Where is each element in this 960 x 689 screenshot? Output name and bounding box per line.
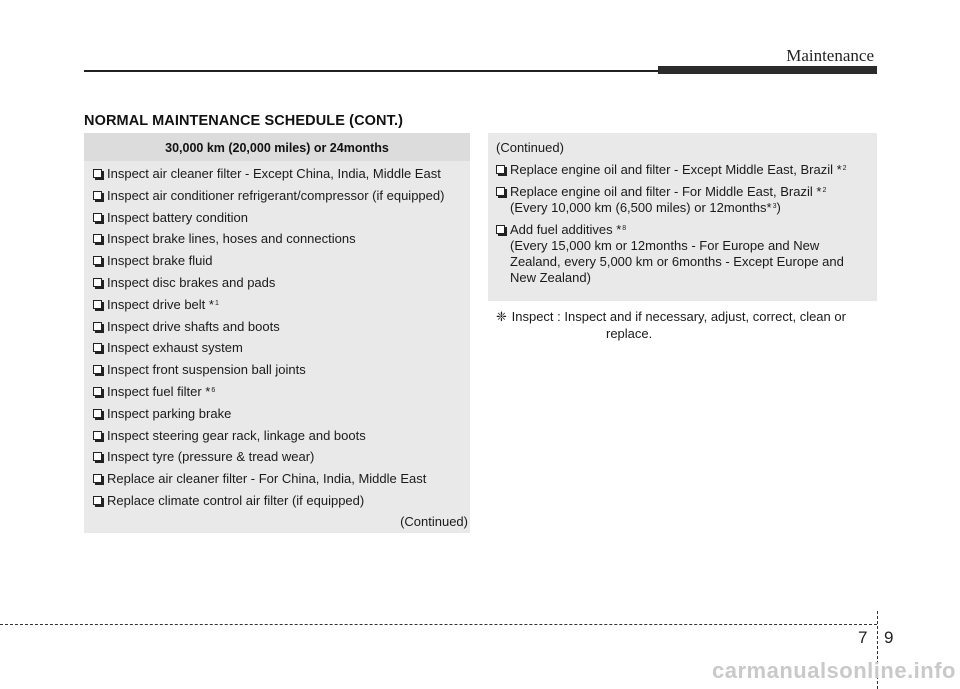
footnote-marker: 3 <box>772 203 777 210</box>
checkbox-icon <box>93 409 102 418</box>
checkbox-icon <box>93 474 102 483</box>
checkbox-icon <box>93 365 102 374</box>
item-text: Inspect parking brake <box>107 405 232 421</box>
item-text: Inspect brake fluid <box>107 253 213 269</box>
item-text: Inspect front suspension ball joints <box>107 362 306 378</box>
note-text: Inspect : Inspect and if necessary, adjust, correct, clean or <box>511 309 846 324</box>
note-symbol-icon: ❈ <box>496 309 507 324</box>
interval-heading: 30,000 km (20,000 miles) or 24months <box>84 133 470 161</box>
footer-rule <box>0 624 877 625</box>
footnote-marker: 6 <box>211 386 216 394</box>
item-text: Inspect steering gear rack, linkage and boots <box>107 427 366 443</box>
page-number: 9 <box>884 628 894 647</box>
list-item <box>496 184 869 216</box>
list-item <box>93 319 470 341</box>
item-subtext: (Every 15,000 km or 12months - For Europe and New <box>510 238 820 253</box>
checkbox-icon <box>93 322 102 331</box>
watermark: carmanualsonline.info <box>712 658 956 683</box>
footnote-marker: 2 <box>842 165 847 172</box>
note-text-continued: replace. <box>606 325 653 341</box>
list-item <box>93 362 470 384</box>
schedule-table-right <box>488 133 877 301</box>
checkbox-icon <box>93 452 102 461</box>
item-text: Inspect brake lines, hoses and connections <box>107 231 356 247</box>
checkbox-icon <box>93 234 102 243</box>
list-item <box>93 231 470 253</box>
list-item <box>93 428 470 450</box>
header-bar <box>658 66 877 74</box>
list-item <box>93 297 470 319</box>
footnote-marker: 8 <box>622 225 627 232</box>
checklist-right <box>496 162 869 286</box>
item-text: Inspect drive shafts and boots <box>107 318 280 334</box>
item-text: Replace engine oil and filter - Except Middle East, Brazil * <box>510 162 842 177</box>
checkbox-icon <box>93 278 102 287</box>
list-item <box>93 210 470 232</box>
checkbox-icon <box>93 213 102 222</box>
list-item <box>93 406 470 428</box>
list-item <box>496 162 869 178</box>
item-text: Inspect tyre (pressure & tread wear) <box>107 449 315 465</box>
checkbox-icon <box>93 431 102 440</box>
item-text: Replace air cleaner filter - For China, India, Middle East <box>107 471 427 487</box>
checkbox-icon <box>496 225 505 234</box>
checklist-left <box>84 161 470 515</box>
list-item <box>93 253 470 275</box>
list-item <box>93 166 470 188</box>
checkbox-icon <box>93 256 102 265</box>
item-text: Inspect exhaust system <box>107 340 243 356</box>
item-text: Replace engine oil and filter - For Middle East, Brazil * <box>510 184 822 199</box>
continued-label: (Continued) <box>496 140 564 155</box>
section-title: NORMAL MAINTENANCE SCHEDULE (CONT.) <box>84 113 404 129</box>
list-item <box>93 449 470 471</box>
item-text: Inspect drive belt * <box>107 296 214 312</box>
item-subtext: Zealand, every 5,000 km or 6months - Except Europe and <box>510 254 844 269</box>
checkbox-icon <box>93 300 102 309</box>
checkbox-icon <box>93 387 102 396</box>
item-text: Replace climate control air filter (if equipped) <box>107 492 365 508</box>
item-text: Inspect air conditioner refrigerant/compressor (if equipped) <box>107 187 445 203</box>
checkbox-icon <box>496 165 505 174</box>
schedule-table-left <box>84 133 470 533</box>
inspect-note <box>496 309 876 342</box>
checkbox-icon <box>93 343 102 352</box>
list-item <box>93 275 470 297</box>
list-item <box>93 340 470 362</box>
header-rule <box>84 70 658 72</box>
item-subtext: New Zealand) <box>510 270 591 285</box>
footnote-marker: 2 <box>822 187 827 194</box>
page-header-title: Maintenance <box>786 46 874 65</box>
checkbox-icon <box>496 187 505 196</box>
item-text: Inspect disc brakes and pads <box>107 274 276 290</box>
list-item <box>93 188 470 210</box>
continued-label: (Continued) <box>400 514 468 529</box>
checkbox-icon <box>93 191 102 200</box>
list-item <box>496 222 869 286</box>
checkbox-icon <box>93 496 102 505</box>
item-subtext: (Every 10,000 km (6,500 miles) or 12months*$^3$) <box>510 200 781 215</box>
list-item <box>93 493 470 515</box>
list-item <box>93 384 470 406</box>
checkbox-icon <box>93 169 102 178</box>
list-item <box>93 471 470 493</box>
item-text: Inspect battery condition <box>107 209 248 225</box>
item-text: Inspect fuel filter * <box>107 383 211 399</box>
footnote-marker: 1 <box>214 299 219 307</box>
item-text: Add fuel additives * <box>510 222 622 237</box>
item-text: Inspect air cleaner filter - Except China, India, Middle East <box>107 166 441 181</box>
chapter-number: 7 <box>858 628 868 647</box>
